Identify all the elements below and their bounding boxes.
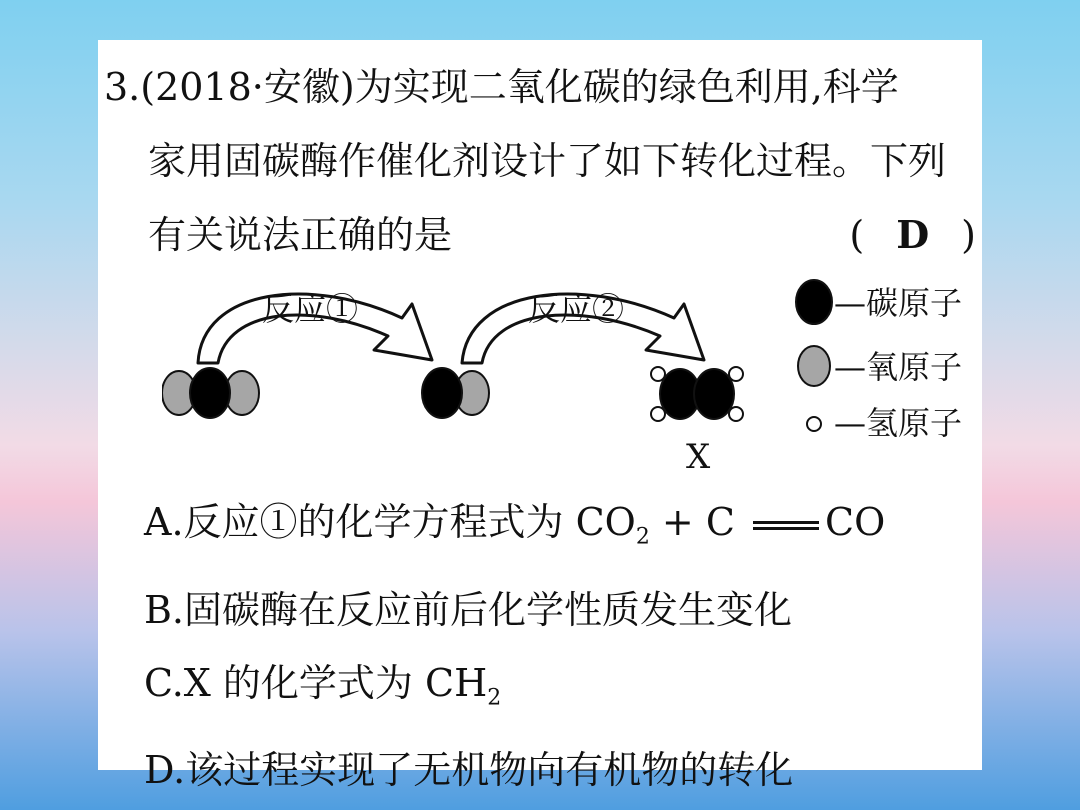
- answer-options: [144, 486, 964, 807]
- option-c-prefix: C.X 的化学式为 CH: [144, 660, 488, 705]
- x-molecule: [651, 367, 743, 421]
- reaction-diagram: [162, 268, 962, 478]
- legend-oxygen-label: —氧原子: [834, 348, 962, 386]
- question-line-1: 3.(2018·安徽)为实现二氧化碳的绿色利用,科学: [104, 65, 899, 109]
- option-a-prefix: A.反应①的化学方程式为 CO: [144, 500, 636, 544]
- option-a: [144, 486, 964, 574]
- option-a-product: CO: [825, 500, 886, 544]
- co-molecule: [422, 368, 489, 418]
- carbon-atom: [422, 368, 462, 418]
- option-c-subscript: 2: [487, 685, 502, 711]
- question-card: [98, 40, 982, 793]
- x-label: X: [686, 437, 711, 477]
- answer-bracket: [849, 198, 976, 272]
- legend-carbon-swatch: [796, 280, 832, 324]
- answer-open-paren: (: [849, 213, 865, 257]
- answer-close-paren: ): [961, 213, 976, 257]
- option-d: D.该过程实现了无机物向有机物的转化: [144, 748, 794, 793]
- reaction-2-label: 反应②: [528, 290, 625, 328]
- legend-hydrogen-swatch: [807, 417, 821, 431]
- reaction-1-label: 反应①: [262, 290, 359, 328]
- question-line-3: 有关说法正确的是: [148, 213, 453, 257]
- option-b: B.固碳酶在反应前后化学性质发生变化: [144, 587, 793, 632]
- legend-carbon-label: —碳原子: [834, 284, 962, 322]
- option-a-subscript: 2: [635, 524, 650, 550]
- co2-molecule: [162, 368, 259, 418]
- question-line-2: 家用固碳酶作催化剂设计了如下转化过程。下列: [148, 139, 947, 183]
- carbon-atom: [694, 369, 734, 419]
- option-c: [144, 647, 964, 735]
- legend: [796, 280, 962, 442]
- legend-oxygen-swatch: [798, 346, 830, 386]
- answer-letter: D: [896, 212, 930, 257]
- option-a-mid: + C: [649, 500, 747, 544]
- equals-sign: [753, 521, 819, 530]
- legend-hydrogen-label: —氢原子: [834, 404, 962, 442]
- carbon-atom: [190, 368, 230, 418]
- question-stem: [104, 50, 974, 272]
